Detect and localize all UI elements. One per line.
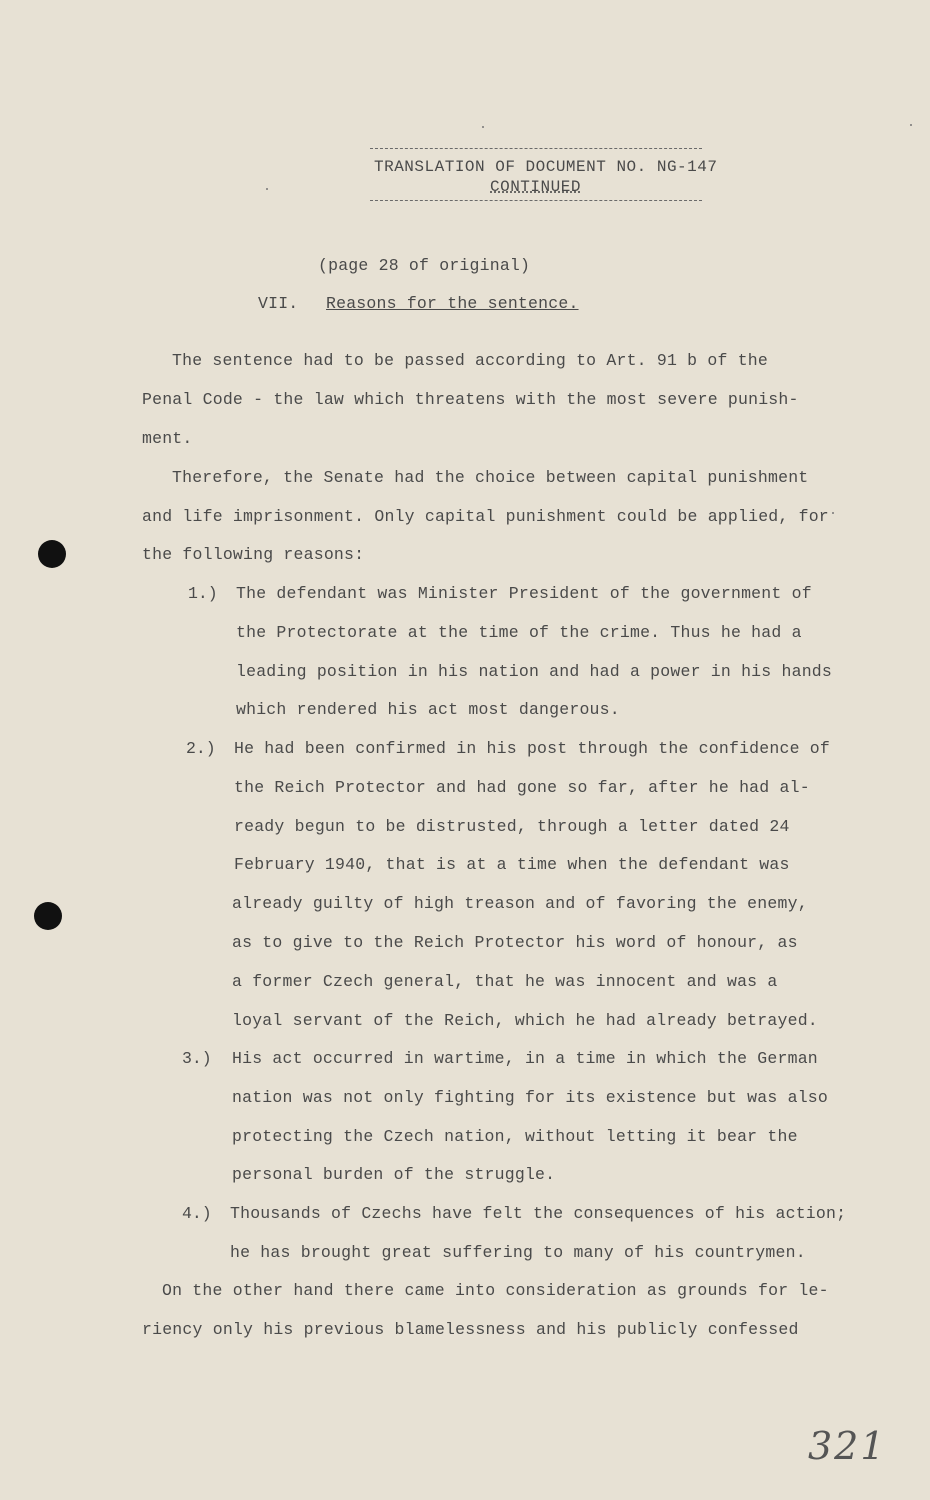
paragraph-line: Penal Code - the law which threatens with the most severe punish- (142, 390, 799, 409)
reason-number: 4.) (182, 1204, 212, 1223)
reason-line: leading position in his nation and had a power in his hands (236, 662, 832, 681)
reason-line: as to give to the Reich Protector his word of honour, as (232, 933, 798, 952)
speck (266, 188, 268, 190)
header-rule-bottom (370, 200, 702, 201)
paragraph-line: ment. (142, 429, 193, 448)
reason-line: which rendered his act most dangerous. (236, 700, 620, 719)
reason-line: he has brought great suffering to many of his countrymen. (230, 1243, 806, 1262)
reason-number: 1.) (188, 584, 218, 603)
reason-number: 2.) (186, 739, 216, 758)
reason-line: Thousands of Czechs have felt the consequences of his action; (230, 1204, 847, 1223)
paragraph-line: On the other hand there came into consideration as grounds for le- (162, 1281, 829, 1300)
punch-hole-bottom (34, 902, 62, 930)
handwritten-page-number: 321 (808, 1424, 887, 1468)
reason-line: the Protectorate at the time of the crime. Thus he had a (236, 623, 802, 642)
reason-line: the Reich Protector and had gone so far, after he had al- (234, 778, 810, 797)
reason-line: February 1940, that is at a time when the defendant was (234, 855, 790, 874)
reason-line: nation was not only fighting for its existence but was also (232, 1088, 828, 1107)
paragraph-line: the following reasons: (142, 545, 365, 564)
reason-line: loyal servant of the Reich, which he had already betrayed. (232, 1011, 818, 1030)
continued-label: CONTINUED (490, 178, 581, 196)
document-title: TRANSLATION OF DOCUMENT NO. NG-147 (374, 158, 718, 176)
section-heading: Reasons for the sentence. (326, 294, 579, 313)
reason-line: He had been confirmed in his post through the confidence of (234, 739, 830, 758)
reason-number: 3.) (182, 1049, 212, 1068)
reason-line: already guilty of high treason and of favoring the enemy, (232, 894, 808, 913)
paragraph-line: and life imprisonment. Only capital punishment could be applied, for (142, 507, 829, 526)
speck (910, 124, 912, 126)
reason-line: protecting the Czech nation, without letting it bear the (232, 1127, 798, 1146)
reason-line: personal burden of the struggle. (232, 1165, 556, 1184)
reason-line: His act occurred in wartime, in a time in which the German (232, 1049, 818, 1068)
speck (832, 512, 834, 514)
reason-line: The defendant was Minister President of the government of (236, 584, 812, 603)
reason-line: ready begun to be distrusted, through a letter dated 24 (234, 817, 790, 836)
paragraph-line: The sentence had to be passed according to Art. 91 b of the (172, 351, 768, 370)
page-reference: (page 28 of original) (318, 256, 531, 275)
section-number: VII. (258, 294, 299, 313)
paragraph-line: Therefore, the Senate had the choice between capital punishment (172, 468, 809, 487)
speck (482, 126, 484, 128)
reason-line: a former Czech general, that he was innocent and was a (232, 972, 778, 991)
punch-hole-top (38, 540, 66, 568)
header-rule-top (370, 148, 702, 149)
paragraph-line: riency only his previous blamelessness and his publicly confessed (142, 1320, 799, 1339)
